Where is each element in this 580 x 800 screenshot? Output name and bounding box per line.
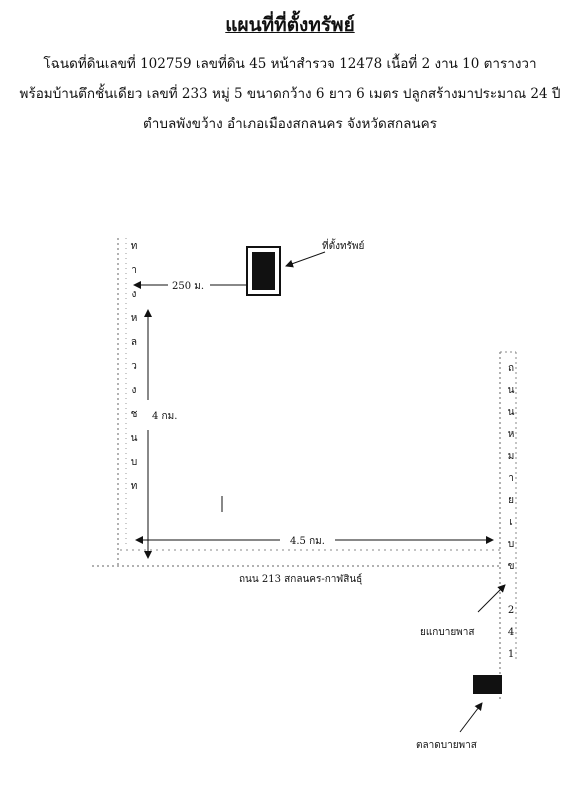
left-road-char: ช	[130, 409, 138, 420]
deed-info-line: โฉนดที่ดินเลขที่ 102759 เลขที่ดิน 45 หน้าสำรวจ 12478 เนื้อที่ 2 งาน 10 ตารางวา	[43, 56, 537, 72]
right-road-char: ม	[507, 451, 515, 462]
left-road-char: ง	[131, 289, 137, 300]
right-road-char: 2	[507, 605, 515, 616]
left-road-char: ท	[130, 241, 138, 252]
left-road-char: ง	[131, 385, 137, 396]
bypass-intersection-arrow	[478, 585, 505, 612]
right-road-char: ย	[508, 495, 514, 506]
bypass-market-marker	[473, 675, 502, 694]
right-road-char: ข	[507, 561, 515, 572]
right-road-char: า	[508, 473, 514, 484]
left-road-char: ห	[130, 313, 138, 324]
bypass-intersection-label: ยแกบายพาส	[420, 627, 475, 638]
right-road-char: 4	[507, 627, 515, 638]
building-info-line: พร้อมบ้านตึกชั้นเดียว เลขที่ 233 หมู่ 5 ขนาดกว้าง 6 ยาว 6 เมตร ปลูกสร้างมาประมาณ 24 ปี	[19, 86, 561, 102]
left-road-char: า	[131, 265, 137, 276]
left-road-char: ท	[130, 481, 138, 492]
right-road-char: บ	[507, 539, 515, 550]
location-info-line: ตำบลพังขว้าง อำเภอเมืองสกลนคร จังหวัดสกลนคร	[143, 116, 437, 132]
property-pointer-arrow	[286, 252, 325, 266]
left-road-char: ว	[131, 361, 137, 372]
right-road-char: 1	[507, 649, 515, 660]
right-road-char: ห	[507, 429, 515, 440]
property-marker-inner	[252, 252, 275, 290]
right-road-char: น	[507, 385, 515, 396]
left-road-char: ล	[130, 337, 138, 348]
bypass-market-label: ตลาดบายพาส	[416, 740, 477, 751]
right-road-char: น	[507, 407, 515, 418]
distance-4km-label: 4 กม.	[152, 411, 178, 422]
map-title: แผนที่ที่ตั้งทรัพย์	[225, 14, 355, 36]
property-label: ที่ตั้งทรัพย์	[322, 241, 365, 252]
right-road-char: ถ	[507, 363, 515, 374]
left-road-char: บ	[130, 457, 138, 468]
distance-250m-label: 250 ม.	[172, 281, 205, 292]
right-road-char: เ	[509, 517, 513, 528]
left-road-char: น	[130, 433, 138, 444]
highway-213-label: ถนน 213 สกลนคร-กาฬสินธุ์	[239, 574, 363, 585]
distance-45km-label: 4.5 กม.	[290, 536, 325, 547]
bypass-market-arrow	[460, 703, 482, 732]
